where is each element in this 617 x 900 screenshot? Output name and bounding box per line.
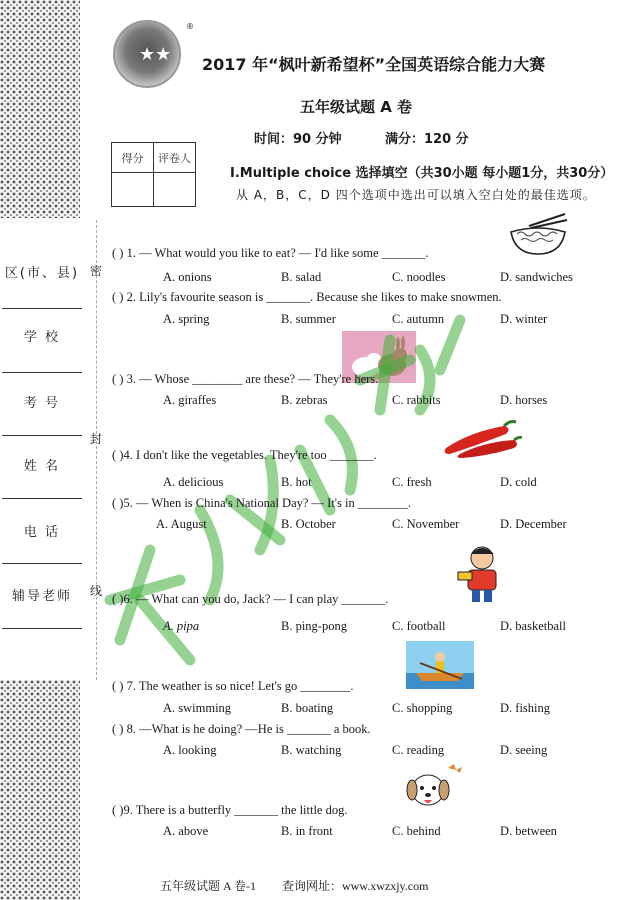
question-3: ( ) 3. — Whose ________ are these? — They're hers. — [112, 372, 379, 386]
dog-butterfly-icon — [404, 764, 468, 814]
question-5: ( )5. — When is China's National Day? — It's in ________. — [112, 496, 412, 510]
section-instruction: 从 A，B，C，D 四个选项中选出可以填入空白处的最佳选项。 — [236, 188, 596, 202]
q2-option-d: D. winter — [500, 312, 548, 326]
score-table — [111, 142, 196, 207]
question-6: ( )6. — What can you do, Jack? — I can play _______. — [112, 592, 389, 606]
q8-option-a: A. looking — [163, 743, 217, 757]
name-field[interactable] — [2, 498, 82, 499]
q1-option-a: A. onions — [163, 270, 212, 284]
q1-option-c: C. noodles — [392, 270, 446, 284]
section-title: Ⅰ.Multiple choice 选择填空（共30小题 每小题1分，共30分） — [230, 166, 614, 181]
seal-mark-xian: 线 — [90, 584, 103, 598]
question-4: ( )4. I don't like the vegetables. They're too _______. — [112, 448, 377, 462]
seal-mark-feng: 封 — [90, 432, 103, 446]
seal-mark-mi: 密 — [90, 264, 103, 278]
contest-logo: ★★ — [113, 20, 181, 88]
q6-option-d: D. basketball — [500, 619, 566, 633]
q3-option-b: B. zebras — [281, 393, 328, 407]
q9-option-d: D. between — [500, 824, 557, 838]
q6-option-a: A. pipa — [163, 619, 200, 633]
q6-option-c: C. football — [392, 619, 446, 633]
footer-page-label: 五年级试题 A 卷-1 — [160, 879, 257, 893]
exam-number-label: 考 号 — [23, 396, 61, 411]
grader-header: 评卷人 — [154, 143, 196, 173]
district-field[interactable] — [2, 308, 82, 309]
q9-option-b: B. in front — [281, 824, 333, 838]
noodle-bowl-icon — [507, 212, 569, 256]
q5-option-b: B. October — [281, 517, 336, 531]
q7-option-c: C. shopping — [392, 701, 453, 715]
question-7: ( ) 7. The weather is so nice! Let's go ________. — [112, 679, 354, 693]
q3-option-d: D. horses — [500, 393, 548, 407]
score-cell[interactable] — [112, 173, 154, 207]
binding-pattern-bottom — [0, 680, 80, 900]
chili-peppers-icon — [440, 418, 522, 460]
q1-option-b: B. salad — [281, 270, 322, 284]
registered-mark: ® — [186, 22, 194, 31]
q2-option-c: C. autumn — [392, 312, 445, 326]
full-score: 满分：120 分 — [385, 132, 469, 147]
q2-option-b: B. summer — [281, 312, 336, 326]
name-label: 姓 名 — [23, 459, 61, 474]
q2-option-a: A. spring — [163, 312, 210, 326]
score-header: 得分 — [112, 143, 154, 173]
district-label: 区(市、县) — [4, 266, 80, 281]
school-label: 学 校 — [23, 330, 61, 345]
boating-icon — [406, 641, 474, 689]
q6-option-b: B. ping-pong — [281, 619, 347, 633]
exam-number-field[interactable] — [2, 435, 82, 436]
phone-label: 电 话 — [23, 525, 61, 540]
q3-option-a: A. giraffes — [163, 393, 217, 407]
q7-option-a: A. swimming — [163, 701, 232, 715]
q4-option-a: A. delicious — [163, 475, 224, 489]
q5-option-c: C. November — [392, 517, 460, 531]
seal-dashed-line — [96, 220, 97, 680]
q7-option-d: D. fishing — [500, 701, 550, 715]
question-9: ( )9. There is a butterfly _______ the little dog. — [112, 803, 348, 817]
tutor-field[interactable] — [2, 628, 82, 629]
q8-option-b: B. watching — [281, 743, 342, 757]
footer-website[interactable]: 查询网址：www.xwzxjy.com — [282, 879, 429, 893]
page-title: 2017 年“枫叶新希望杯”全国英语综合能力大赛 — [202, 55, 546, 74]
q1-option-d: D. sandwiches — [500, 270, 573, 284]
q4-option-d: D. cold — [500, 475, 537, 489]
q8-option-c: C. reading — [392, 743, 445, 757]
school-field[interactable] — [2, 372, 82, 373]
question-2: ( ) 2. Lily's favourite season is _______. Because she likes to make snowmen. — [112, 290, 502, 304]
question-8: ( ) 8. —What is he doing? —He is _______ a book. — [112, 722, 371, 736]
q9-option-a: A. above — [163, 824, 209, 838]
q5-option-d: D. December — [500, 517, 567, 531]
tutor-label: 辅导老师 — [11, 589, 72, 604]
phone-field[interactable] — [2, 563, 82, 564]
q4-option-b: B. hot — [281, 475, 312, 489]
paper-subtitle: 五年级试题 A 卷 — [300, 98, 413, 116]
binding-pattern-top — [0, 0, 80, 218]
q7-option-b: B. boating — [281, 701, 334, 715]
q8-option-d: D. seeing — [500, 743, 548, 757]
question-1: ( ) 1. — What would you like to eat? — I'd like some _______. — [112, 246, 429, 260]
q4-option-c: C. fresh — [392, 475, 432, 489]
q9-option-c: C. behind — [392, 824, 441, 838]
boy-playing-icon — [454, 542, 504, 604]
q5-option-a: A. August — [156, 517, 207, 531]
grader-cell[interactable] — [154, 173, 196, 207]
q3-option-c: C. rabbits — [392, 393, 441, 407]
exam-time: 时间：90 分钟 — [254, 132, 342, 147]
page-footer — [160, 877, 428, 894]
